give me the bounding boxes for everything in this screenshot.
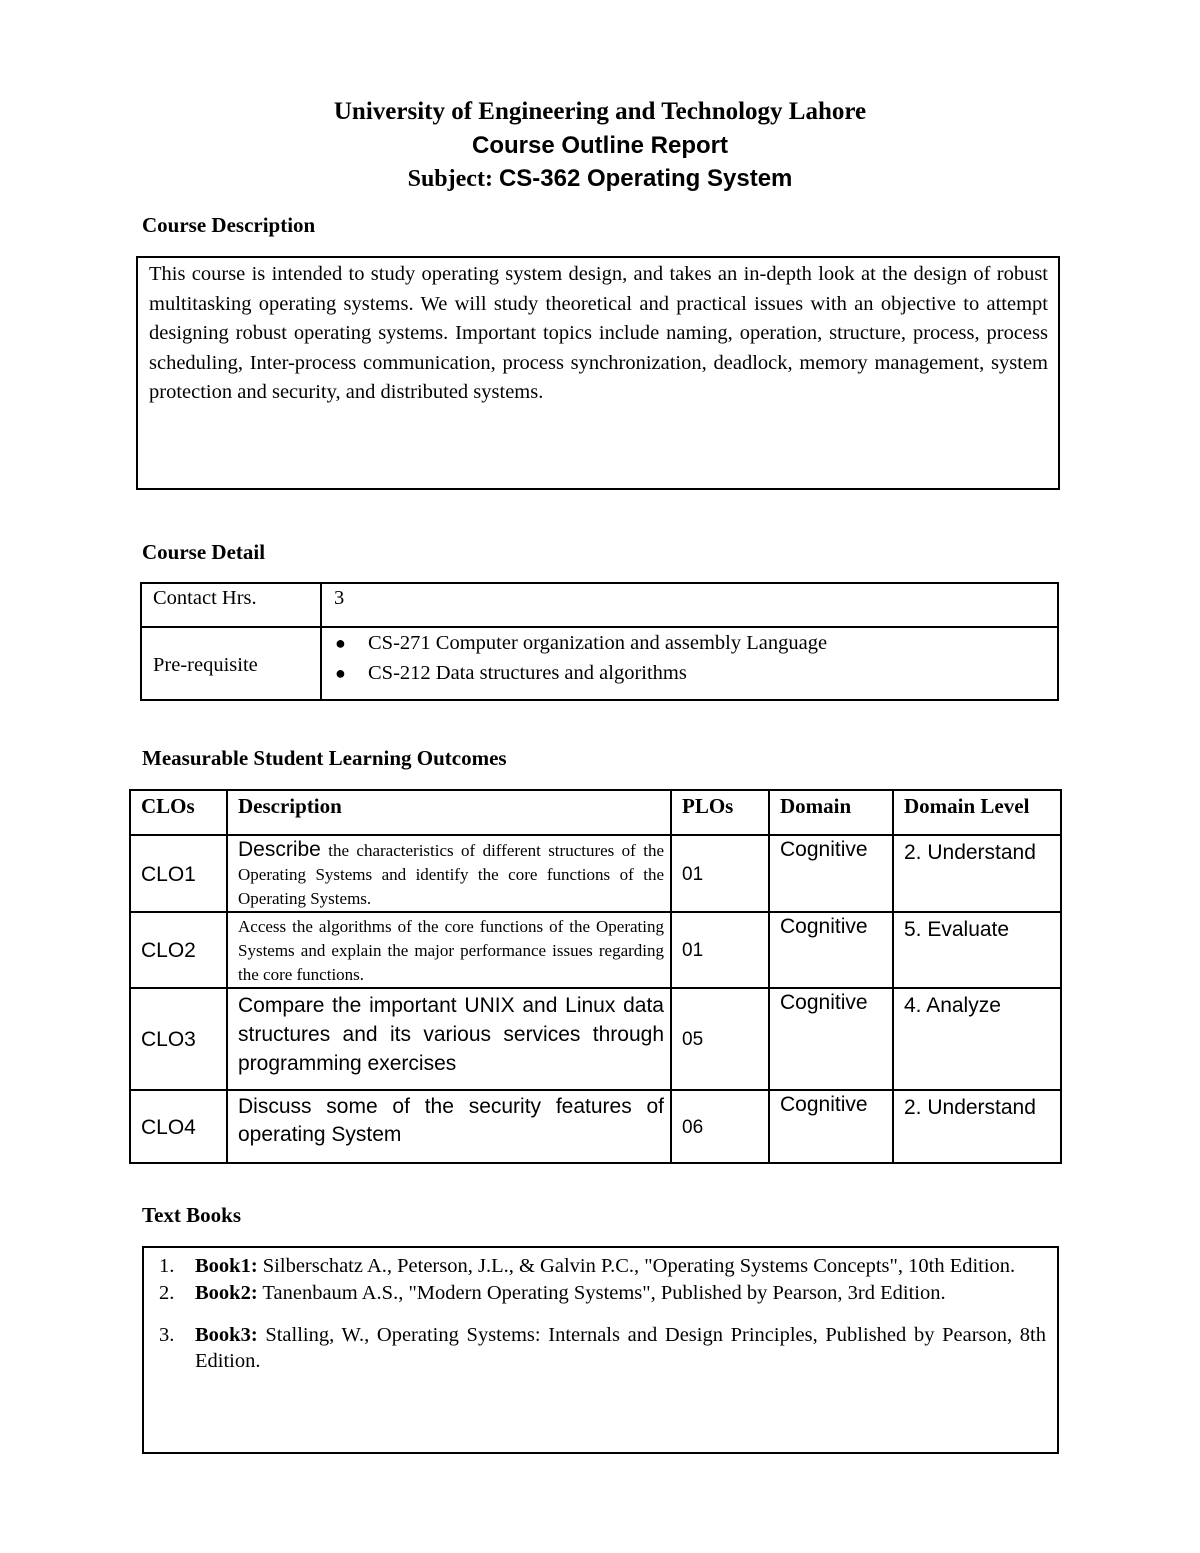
clo-description: Compare the important UNIX and Linux data structures and its various services through programming exercises	[227, 988, 671, 1090]
bullet-icon: ●	[335, 663, 346, 683]
prerequisite-list	[334, 628, 1057, 688]
domain-value: Cognitive	[769, 988, 893, 1090]
clo-id: CLO3	[130, 988, 227, 1090]
book-item	[159, 1322, 1046, 1374]
table-row	[130, 988, 1061, 1090]
book-label: Book1:	[195, 1255, 258, 1277]
domain-value: Cognitive	[769, 835, 893, 912]
prerequisite-item	[334, 658, 1057, 688]
book-citation: Tanenbaum A.S., "Modern Operating Systems", Published by Pearson, 3rd Edition.	[257, 1282, 946, 1304]
bullet-icon: ●	[335, 633, 346, 653]
course-detail-heading: Course Detail	[142, 540, 266, 564]
book-number: 3.	[159, 1324, 175, 1346]
domain-value: Cognitive	[769, 912, 893, 988]
contact-hours-label: Contact Hrs.	[141, 583, 321, 627]
column-header: Domain Level	[893, 790, 1061, 835]
column-header: CLOs	[130, 790, 227, 835]
table-row	[130, 1090, 1061, 1163]
university-title: University of Engineering and Technology Lahore	[333, 98, 867, 125]
prerequisite-text: CS-271 Computer organization and assembly Language	[368, 632, 828, 654]
course-description-text: This course is intended to study operating system design, and takes an in-depth look at the design of robust multitasking operating systems. We will study theoretical and practical issues with an objective to attempt designing robust operating systems. Important topics include naming, operation, structure, process, process scheduling, Inter-process communication, process synchronization, deadlock, memory management, system protection and security, and distributed systems.	[149, 263, 1048, 404]
subject-value: CS-362 Operating System	[498, 165, 793, 192]
learning-outcomes-heading: Measurable Student Learning Outcomes	[142, 746, 507, 770]
domain-level-value: 5. Evaluate	[893, 912, 1061, 988]
prerequisite-list-cell	[321, 627, 1058, 700]
book-item	[159, 1253, 1046, 1279]
prerequisite-row	[141, 627, 1058, 700]
domain-level-value: 2. Understand	[893, 835, 1061, 912]
prerequisite-text: CS-212 Data structures and algorithms	[368, 662, 687, 684]
column-header: Description	[227, 790, 671, 835]
domain-value: Cognitive	[769, 1090, 893, 1163]
clo-id: CLO2	[130, 912, 227, 988]
table-header-row	[130, 790, 1061, 835]
plo-value: 06	[671, 1090, 769, 1163]
plo-value: 01	[671, 835, 769, 912]
domain-level-value: 4. Analyze	[893, 988, 1061, 1090]
contact-hours-row	[141, 583, 1058, 627]
book-number: 1.	[159, 1255, 175, 1277]
report-title: Course Outline Report	[471, 132, 729, 159]
subject-label: Subject:	[407, 166, 493, 192]
text-books-heading: Text Books	[142, 1203, 242, 1227]
book-number: 2.	[159, 1282, 175, 1304]
column-header: PLOs	[671, 790, 769, 835]
prerequisite-item	[334, 628, 1057, 658]
column-header: Domain	[769, 790, 893, 835]
prerequisite-label: Pre-requisite	[141, 627, 321, 700]
clo-description: Access the algorithms of the core functions of the Operating Systems and explain the major performance issues regarding the core functions.	[227, 912, 671, 988]
clo-description	[227, 835, 671, 912]
course-detail-table	[140, 582, 1059, 701]
subject-title	[0, 165, 1200, 193]
course-description-box	[136, 256, 1060, 490]
course-description-heading: Course Description	[142, 213, 316, 237]
clo-id: CLO4	[130, 1090, 227, 1163]
text-books-box	[142, 1246, 1059, 1454]
learning-outcomes-table	[129, 789, 1062, 1164]
clo-description-rest: the characteristics of different structures of the Operating Systems and identify the core functions of the Operating Systems.	[238, 841, 664, 908]
table-row	[130, 912, 1061, 988]
book-citation: Silberschatz A., Peterson, J.L., & Galvin P.C., "Operating Systems Concepts", 10th Edition.	[257, 1255, 1016, 1277]
plo-value: 05	[671, 988, 769, 1090]
book-item	[159, 1280, 1046, 1306]
plo-value: 01	[671, 912, 769, 988]
clo-id: CLO1	[130, 835, 227, 912]
domain-level-value: 2. Understand	[893, 1090, 1061, 1163]
table-row	[130, 835, 1061, 912]
book-label: Book3:	[195, 1324, 258, 1346]
book-label: Book2:	[195, 1282, 258, 1304]
book-citation: Stalling, W., Operating Systems: Internals and Design Principles, Published by Pearson, 8th Edition.	[195, 1324, 1046, 1372]
clo-description-lead: Describe	[238, 838, 321, 861]
contact-hours-value: 3	[321, 583, 1058, 627]
clo-description: Discuss some of the security features of operating System	[227, 1090, 671, 1163]
